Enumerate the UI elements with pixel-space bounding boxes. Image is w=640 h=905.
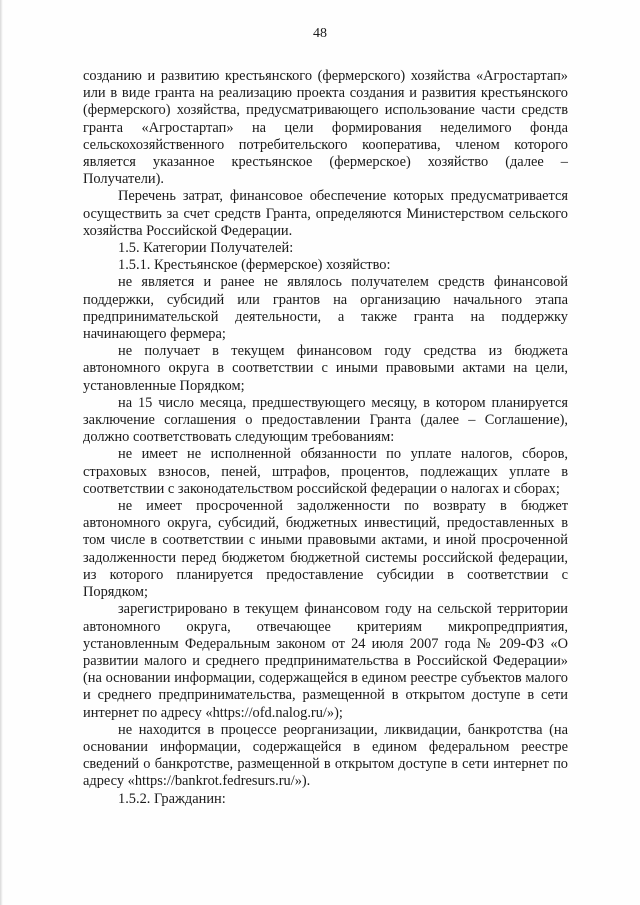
page-edge-shadow — [0, 0, 3, 905]
paragraph-requirement-registration: зарегистрировано в текущем финансовом году на сельской территории автономного округа, отвечающее критериям микропредприятия, установленным Федеральным законом от 24 июля 2007 года № 209-ФЗ «О развитии малого и среднего предпринимательства в Российской Федерации» (на основании информации, содержащейся в едином реестре субъектов малого и среднего предпринимательства, размещенной в открытом доступе в сети интернет по адресу «https://ofd.nalog.ru/»); — [83, 601, 568, 721]
paragraph-criterion-no-current-funds: не получает в текущем финансовом году средства из бюджета автономного округа в соответствии с иными правовыми актами на цели, установленные Порядком; — [83, 343, 568, 394]
paragraph-continuation: созданию и развитию крестьянского (фермерского) хозяйства «Агростартап» или в виде гранта на реализацию проекта создания и развития крестьянского (фермерского) хозяйства, предусматривающего использование части средств гранта «Агростартап» на цели формирования неделимого фонда сельскохозяйственного потребительского кооператива, членом которого является указанное крестьянское (фермерское) хозяйство (далее – Получатели). — [83, 68, 568, 188]
page-number: 48 — [313, 26, 327, 41]
section-heading-1-5: 1.5. Категории Получателей: — [118, 240, 294, 257]
section-heading-1-5-1: 1.5.1. Крестьянское (фермерское) хозяйство: — [118, 257, 391, 274]
paragraph-expenses: Перечень затрат, финансовое обеспечение которых предусматривается осуществить за счет средств Гранта, определяются Министерством сельского хозяйства Российской Федерации. — [83, 188, 568, 239]
paragraph-requirement-debt: не имеет просроченной задолженности по возврату в бюджет автономного округа, субсидий, бюджетных инвестиций, предоставленных в том числе в соответствии с иными правовыми актами, и иной просроченной задолженности перед бюджетом бюджетной системы российской федерации, из которого планируется предоставление субсидии в соответствии с Порядком; — [83, 498, 568, 601]
paragraph-criterion-date: на 15 число месяца, предшествующего месяцу, в котором планируется заключение соглашения о предоставлении Гранта (далее – Соглашение), должно соответствовать следующим требованиям: — [83, 394, 568, 446]
paragraph-requirement-taxes: не имеет не исполненной обязанности по уплате налогов, сборов, страховых взносов, пеней, штрафов, процентов, подлежащих уплате в соответствии с законодательством российской федерации о налогах и сборах; — [83, 446, 568, 497]
paragraph-criterion-no-prior-support: не является и ранее не являлось получателем средств финансовой поддержки, субсидий или грантов на организацию начального этапа предпринимательской деятельности, а также гранта на поддержку начинающего фермера; — [83, 274, 568, 343]
paragraph-requirement-no-bankruptcy: не находится в процессе реорганизации, ликвидации, банкротства (на основании информации, содержащейся в едином федеральном реестре сведений о банкротстве, размещенной в открытом доступе в сети интернет по адресу «https://bankrot.fedresurs.ru/»). — [83, 721, 568, 790]
document-body — [83, 68, 568, 808]
section-heading-1-5-2: 1.5.2. Гражданин: — [118, 790, 226, 807]
